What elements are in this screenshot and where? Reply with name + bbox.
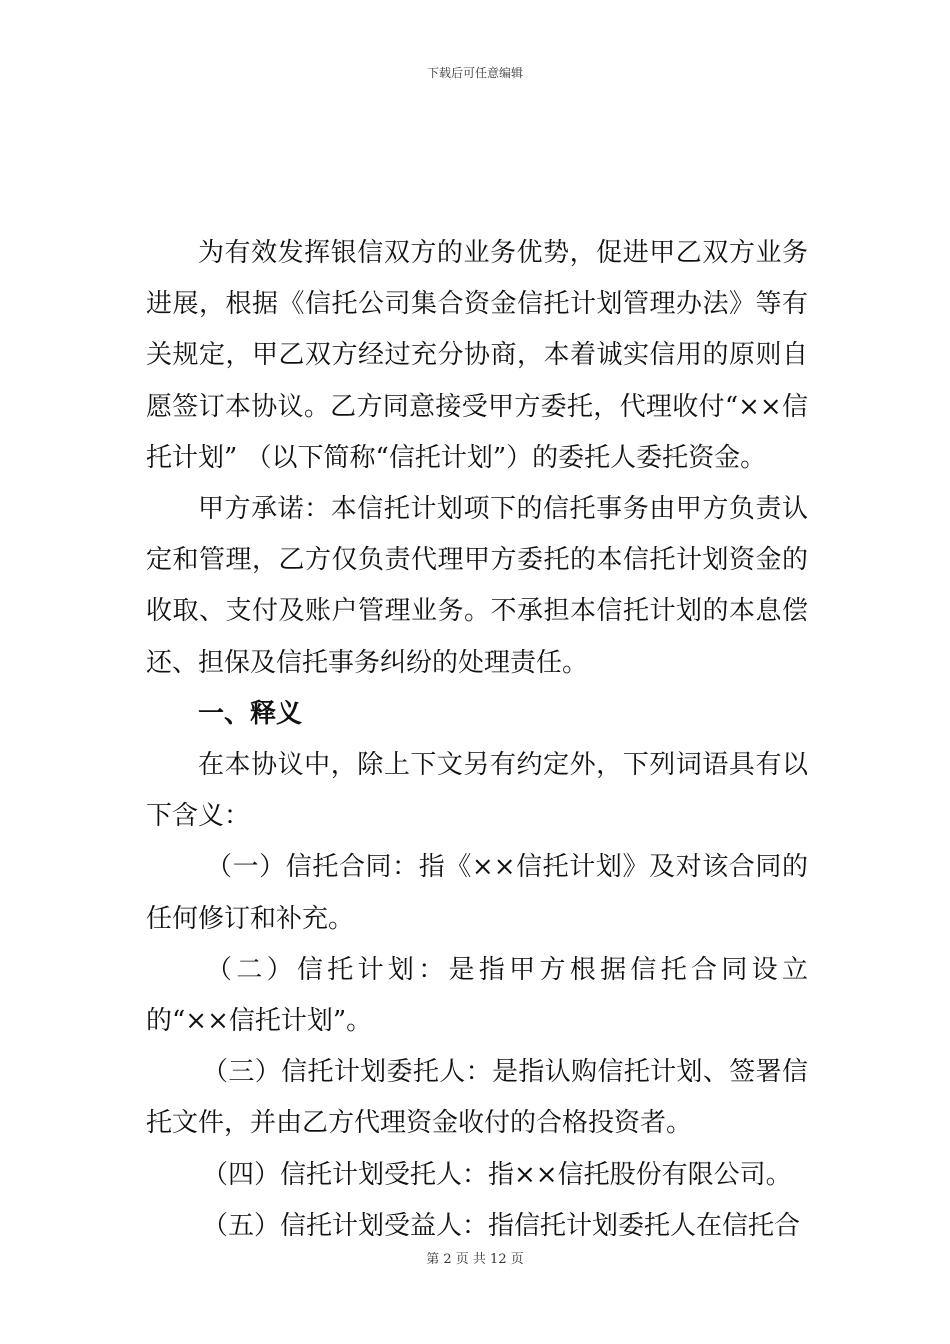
definition-item-trustee: （四）信托计划受托人：指××信托股份有限公司。: [202, 1159, 792, 1190]
definition-item-trust-settlor: （三）信托计划委托人：是指认购信托计划、签署信托文件，并由乙方代理资金收付的合格投资者。: [146, 1057, 808, 1139]
definition-item-trust-plan: （二）信托计划：是指甲方根据信托合同设立的“××信托计划”。: [146, 954, 808, 1037]
intro-paragraph: 为有效发挥银信双方的业务优势，促进甲乙双方业务进展，根据《信托公司集合资金信托计划管理办法》等有关规定，甲乙双方经过充分协商，本着诚实信用的原则自愿签订本协议。乙方同意接受甲方委托，代理收付“××信托计划” （以下简称“信托计划”）的委托人委托资金。: [146, 238, 808, 473]
page-number-footer: 第 2 页 共 12 页: [426, 1252, 524, 1267]
document-body: [146, 228, 808, 1252]
page-header: 下载后可任意编辑: [426, 66, 523, 80]
definitions-intro-paragraph: 在本协议中，除上下文另有约定外，下列词语具有以下含义：: [146, 750, 808, 832]
commitment-paragraph: 甲方承诺：本信托计划项下的信托事务由甲方负责认定和管理，乙方仅负责代理甲方委托的本信托计划资金的收取、支付及账户管理业务。不承担本信托计划的本息偿还、担保及信托事务纠纷的处理责任。: [146, 494, 808, 678]
section-heading-definitions: 一、释义: [198, 698, 303, 729]
definition-item-trust-contract: （一）信托合同：指《××信托计划》及对该合同的任何修订和补充。: [146, 852, 808, 934]
definition-item-beneficiary: （五）信托计划受益人：指信托计划委托人在信托合: [202, 1210, 801, 1241]
